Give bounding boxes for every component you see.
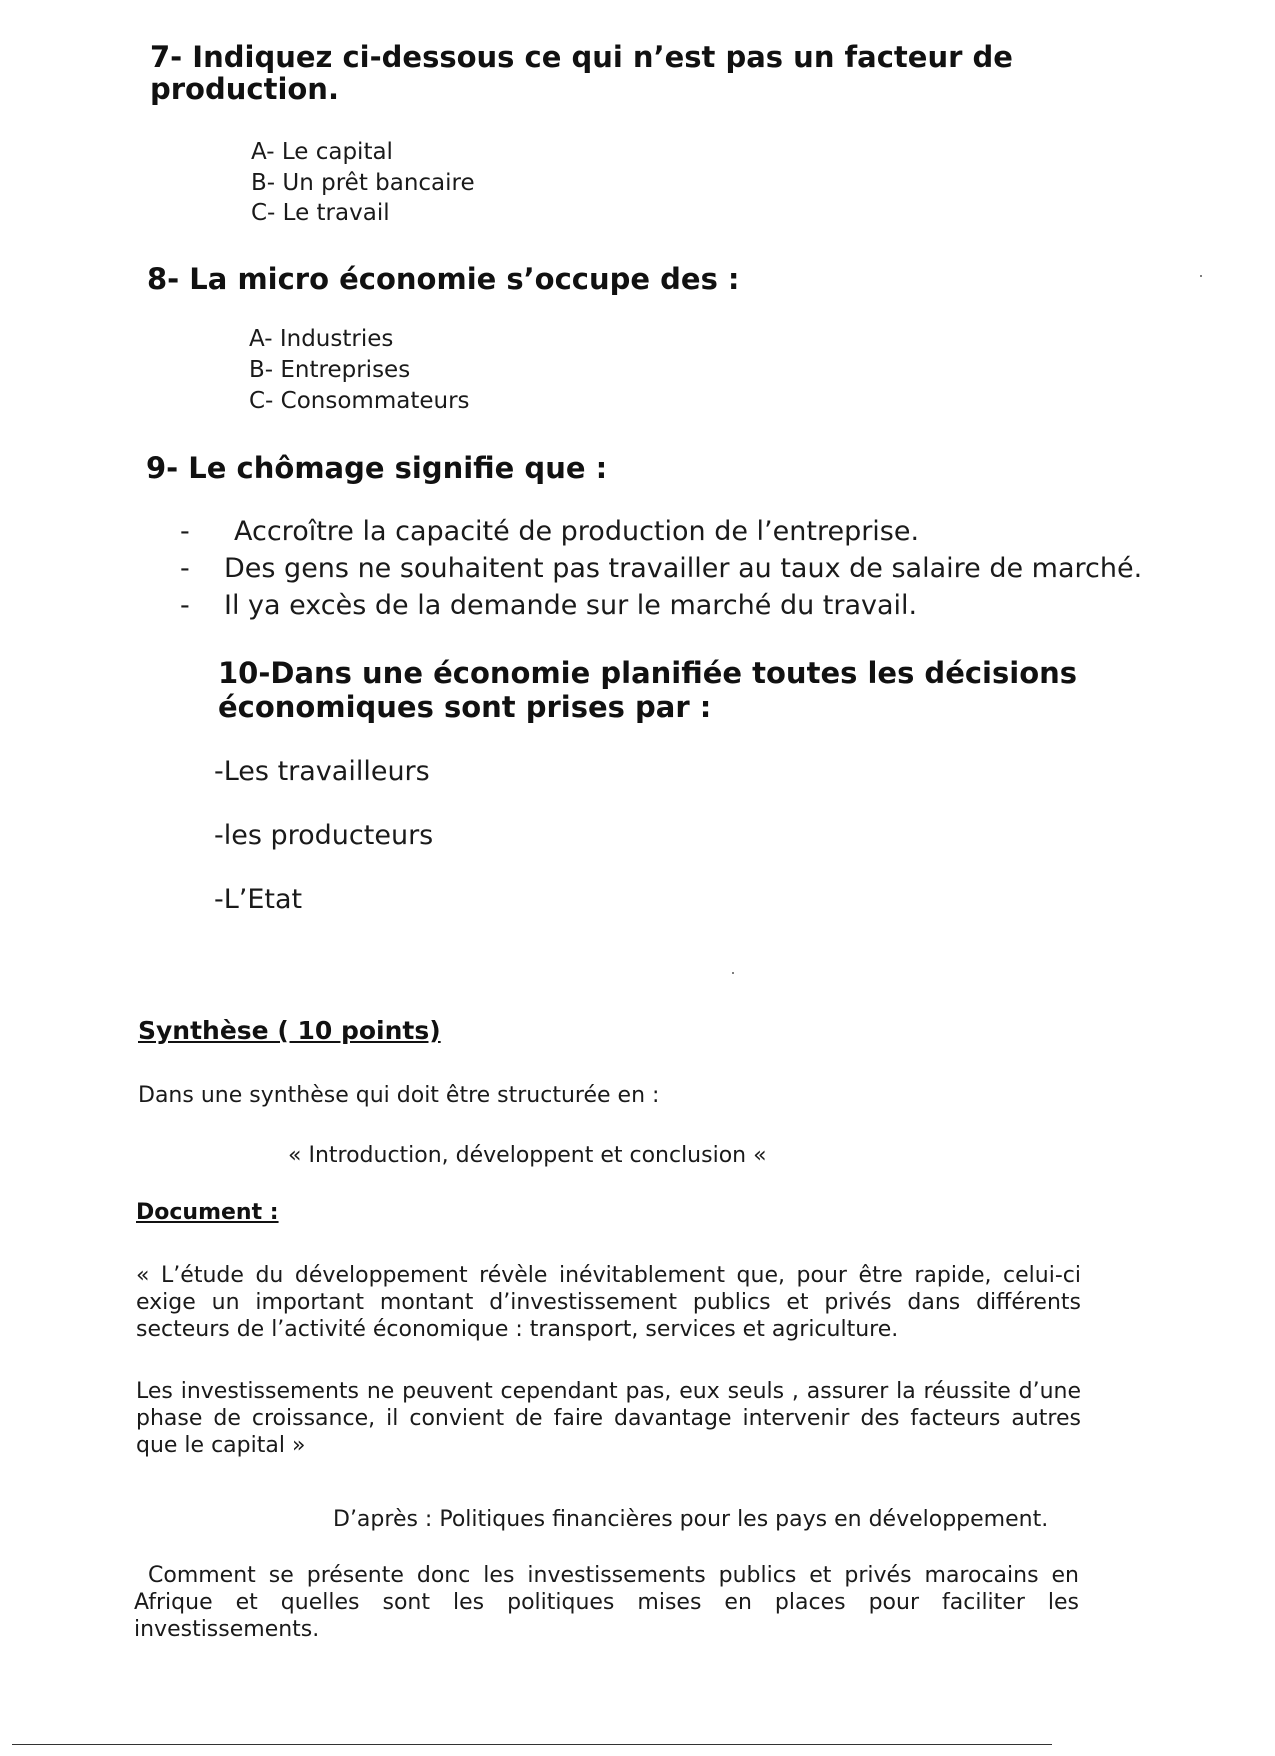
footer-rule xyxy=(12,1744,1052,1745)
question-7-option-b: B- Un prêt bancaire xyxy=(251,170,475,196)
question-9-option-2 xyxy=(180,553,1142,585)
question-9-option-1 xyxy=(180,516,919,548)
question-7-title-line1: 7- Indiquez ci-dessous ce qui n’est pas un facteur de xyxy=(150,40,1013,74)
document-source: D’après : Politiques financières pour les pays en développement. xyxy=(333,1507,1049,1532)
question-9-title: 9- Le chômage signifie que : xyxy=(146,451,608,485)
question-10-option-1: -Les travailleurs xyxy=(214,756,430,787)
question-10-title-line1: 10-Dans une économie planifiée toutes les décisions xyxy=(218,656,1078,690)
document-title: Document : xyxy=(136,1200,279,1225)
synthese-title: Synthèse ( 10 points) xyxy=(138,1016,441,1045)
bullet-dash: - xyxy=(180,590,190,621)
question-9-option-3 xyxy=(180,590,917,622)
question-9-option-2-text: Des gens ne souhaitent pas travailler au taux de salaire de marché. xyxy=(224,553,1143,584)
question-8-option-c: C- Consommateurs xyxy=(249,388,470,414)
question-8-option-a: A- Industries xyxy=(249,326,394,352)
question-8-option-b: B- Entreprises xyxy=(249,357,411,383)
synthese-question: Comment se présente donc les investissements publics et privés marocains en Afrique et quelles sont les politiques mises en places pour faciliter les investissements. xyxy=(134,1563,1079,1642)
question-8-title: 8- La micro économie s’occupe des : xyxy=(147,262,740,296)
document-paragraph-2: Les investissements ne peuvent cependant pas, eux seuls , assurer la réussite d’une phase de croissance, il convient de faire davantage intervenir des facteurs autres que le capital » xyxy=(136,1379,1081,1458)
question-10-option-2: -les producteurs xyxy=(214,820,434,851)
synthese-intro: Dans une synthèse qui doit être structurée en : xyxy=(138,1083,660,1108)
question-7-option-a: A- Le capital xyxy=(251,139,393,165)
bullet-dash: - xyxy=(180,553,190,584)
scan-speck xyxy=(1200,275,1202,277)
question-7-option-c: C- Le travail xyxy=(251,200,390,226)
question-9-option-1-text: Accroître la capacité de production de l’entreprise. xyxy=(234,516,920,547)
synthese-structure: « Introduction, développent et conclusion « xyxy=(288,1143,767,1168)
question-7-title-line2: production. xyxy=(150,72,339,106)
question-10-option-3: -L’Etat xyxy=(214,884,303,915)
scan-speck xyxy=(732,972,734,974)
document-paragraph-1: « L’étude du développement révèle inévitablement que, pour être rapide, celui-ci exige un important montant d’investissement publics et privés dans différents secteurs de l’activité économique : transport, services et agriculture. xyxy=(136,1263,1081,1342)
question-9-option-3-text: Il ya excès de la demande sur le marché du travail. xyxy=(224,590,918,621)
question-10-title-line2: économiques sont prises par : xyxy=(218,690,712,724)
bullet-dash: - xyxy=(180,516,190,547)
